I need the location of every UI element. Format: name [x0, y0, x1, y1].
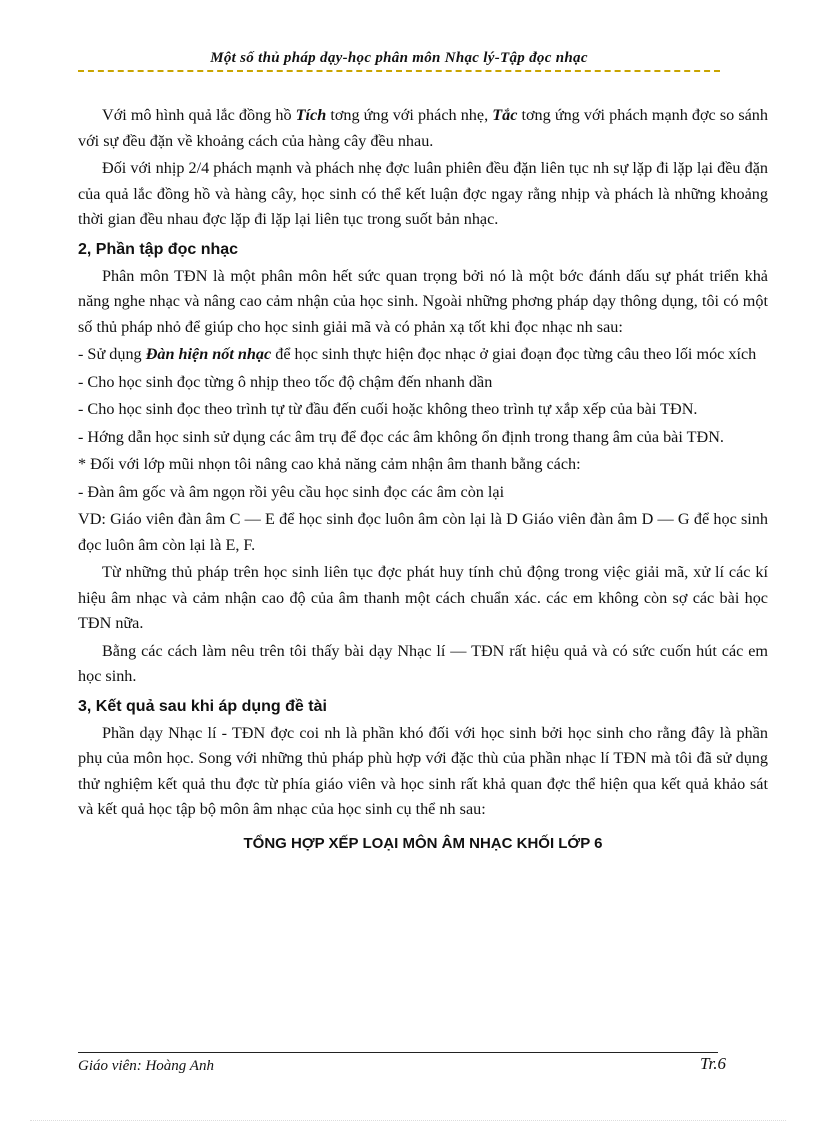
paragraph-outcome: Phần dạy Nhạc lí - TĐN đợc coi nh là phần khó đối với học sinh bởi học sinh cho rằng đây là phần phụ của môn học. Song với những thủ pháp phù hợp với đặc thù của phần nhạc lí TĐN mà tôi đã sử dụng thử nghiệm kết quả thu đợc từ phía giáo viên và học sinh rất khả quan đợc thể hiện qua kết quả khảo sát và kết quả học tập bộ môn âm nhạc của học sinh cụ thể nh sau:: [78, 723, 768, 818]
emphasis-tich: Tích: [295, 106, 327, 124]
example-paragraph: VD: Giáo viên đàn âm C — E để học sinh đọc luôn âm còn lại là D Giáo viên đàn âm D — G để học sinh đọc luôn âm còn lại là E, F.: [78, 510, 768, 554]
bottom-dotted-rule: [30, 1120, 786, 1121]
paragraph-pendulum: [78, 103, 768, 154]
list-item: * Đối với lớp mũi nhọn tôi nâng cao khả năng cảm nhận âm thanh bằng cách:: [78, 455, 581, 473]
header-divider: [78, 70, 720, 72]
text-span: - Sử dụng: [78, 345, 146, 363]
section-heading-sight-reading: 2, Phần tập đọc nhạc: [78, 240, 239, 258]
paragraph-results: Từ những thủ pháp trên học sinh liên tục đợc phát huy tính chủ động trong việc giải mã, xử lí các kí hiệu âm nhạc và cảm nhận cao độ của âm thanh một cách chuẩn xác. các em không còn sợ các bài học TĐN nữa.: [78, 563, 768, 632]
paragraph-intro-tdn: Phân môn TĐN là một phân môn hết sức quan trọng bởi nó là một bớc đánh dấu sự phát triển khả năng nghe nhạc và nâng cao cảm nhận của học sinh. Ngoài những phơng pháp dạy thông dụng, tôi có một số thủ pháp nhỏ để giúp cho học sinh giải mã và có phản xạ tốt khi đọc nhạc nh sau:: [78, 266, 768, 336]
emphasis-dan-hien: Đàn hiện nốt nhạc: [145, 345, 272, 363]
text-span: tơng ứng với phách nhẹ,: [326, 106, 493, 124]
emphasis-tac: Tắc: [492, 106, 518, 124]
text-span: để học sinh thực hiện đọc nhạc ở giai đoạn đọc từng câu theo lối móc xích: [271, 345, 757, 363]
list-item: - Đàn âm gốc và âm ngọn rồi yêu cầu học sinh đọc các âm còn lại: [78, 482, 505, 501]
footer-divider: [78, 1052, 718, 1053]
page-number: Tr.6: [700, 1054, 726, 1073]
footer-author: Giáo viên: Hoàng Anh: [78, 1058, 214, 1074]
text-span: Với mô hình quả lắc đồng hồ: [102, 106, 296, 124]
paragraph-conclusion: Bằng các cách làm nêu trên tôi thấy bài dạy Nhạc lí — TĐN rất hiệu quả và có sức cuốn hút các em học sinh.: [78, 641, 768, 685]
list-item: - Cho học sinh đọc theo trình tự từ đầu đến cuối hoặc không theo trình tự xắp xếp của bài TĐN.: [78, 400, 698, 418]
section-heading-results: 3, Kết quả sau khi áp dụng đề tài: [78, 697, 327, 715]
text-span: tơng ứng với phách mạnh đợc so sánh với sự đều đặn về khoảng cách của hàng cây đều nhau.: [78, 106, 768, 150]
page-header-title: Một số thủ pháp dạy-học phân môn Nhạc lý-Tập đọc nhạc: [210, 50, 588, 66]
list-item: - Cho học sinh đọc từng ô nhịp theo tốc độ chậm đến nhanh dần: [78, 372, 493, 391]
paragraph-meter: Đối với nhịp 2/4 phách mạnh và phách nhẹ đợc luân phiên đều đặn liên tục nh sự lặp đi lặp lại đều đặn của quả lắc đồng hồ và hàng cây, học sinh có thể kết luận đợc ngay rằng nhịp và phách là những khoảng thời gian đều nhau đợc lặp đi lặp lại liên tục trong suốt bản nhạc.: [78, 159, 768, 228]
table-title: TỔNG HỢP XẾP LOẠI MÔN ÂM NHẠC KHỐI LỚP 6: [243, 834, 603, 852]
document-body: [78, 103, 768, 856]
list-item: [78, 342, 768, 368]
list-item: - Hớng dẫn học sinh sử dụng các âm trụ để đọc các âm không ổn định trong thang âm của bài TĐN.: [78, 427, 724, 446]
